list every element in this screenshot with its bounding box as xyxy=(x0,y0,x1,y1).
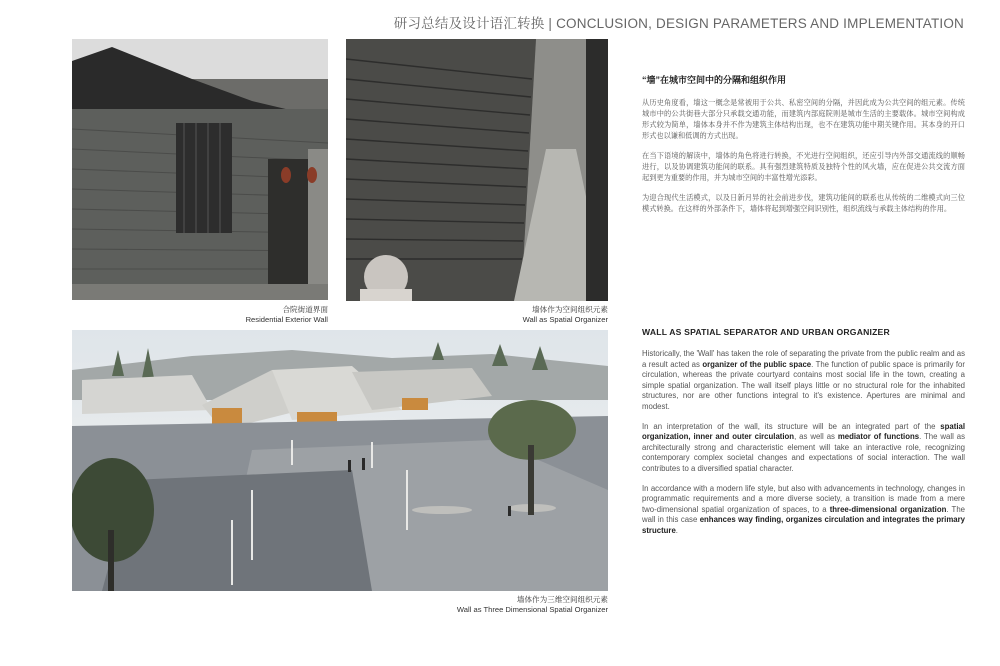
caption-en: Wall as Three Dimensional Spatial Organizer xyxy=(456,605,608,614)
caption-alley-wall xyxy=(346,305,608,325)
en-paragraph: Historically, the 'Wall' has taken the role of separating the private from the public realm and as a result acted as organizer of the public space. The function of public space is primarily for circulation, whereas the private courtyard contains most social life in the town, creating a simple spatial organization. The wall itself plays little or no structural role for the inhabited structures, nor are other functions integral to it's existence. Apertures are minimal and modest. xyxy=(642,349,965,411)
caption-3d-wall xyxy=(72,595,608,615)
caption-zh: 墙体作为空间组织元素 xyxy=(532,305,608,314)
caption-en: Wall as Spatial Organizer xyxy=(522,315,608,324)
zh-paragraph: 在当下语境的解读中，墙体的角色将进行转换，不光进行空间组织，还应引导内外部交通流线的顺畅进行，以及协调建筑功能间的联系。具有强烈建筑特质及独特个性的风火墙，应在促进公共交流方面起到更为重要的作用，并为城市空间的丰富性增光添彩。 xyxy=(642,151,965,182)
en-text-block xyxy=(642,327,965,546)
en-heading: WALL AS SPATIAL SEPARATOR AND URBAN ORGANIZER xyxy=(642,327,890,337)
en-paragraph: In accordance with a modern life style, but also with advancements in technology, changes in programmatic requirements and a more diverse society, a transition is made from a mere two-dimensional spatial organization of spaces, to a three-dimensional organization. The wall in this case enhances way finding, organizes circulation and integrates the primary structure. xyxy=(642,483,965,535)
zh-text-block xyxy=(642,73,965,223)
alley-wall-photo xyxy=(346,39,608,301)
page-title: 研习总结及设计语汇转换 | CONCLUSION, DESIGN PARAMETERS AND IMPLEMENTATION xyxy=(393,16,964,31)
caption-zh: 合院街道界面 xyxy=(282,305,328,314)
residential-wall-photo xyxy=(72,39,328,300)
three-dimensional-rendering xyxy=(72,330,608,591)
zh-heading: “墙”在城市空间中的分隔和组织作用 xyxy=(642,75,787,85)
en-paragraph: In an interpretation of the wall, its structure will be an integrated part of the spatial organization, inner and outer circulation, as well as mediator of functions. The wall as architecturally strong and characteristic element will take an interactive role, recognizing contemporary complex societal changes and expectations of social interaction. The wall contributes to a diversified spatial character. xyxy=(642,421,966,473)
zh-paragraph: 从历史角度看，墙这一概念是常被用于公共、私密空间的分隔，并因此成为公共空间的组元素。传统城市中的公共街巷大部分只承载交通功能，而建筑内部庭院则是城市生活的主要载体。城市空间构成形式较为简单，墙体本身并不作为建筑主体结构出现，也不在建筑功能中期关键作用。其本身的开口形式也以谦和低调的方式出现。 xyxy=(642,98,965,140)
caption-en: Residential Exterior Wall xyxy=(245,315,328,324)
caption-residential-wall xyxy=(72,305,328,325)
caption-zh: 墙体作为三维空间组织元素 xyxy=(516,595,608,604)
zh-paragraph: 为迎合现代生活模式，以及日新月异的社会前进步伐，建筑功能间的联系也从传统的二维模式向三位模式转换。在这样的外部条件下，墙体将起到增强空间识别性，组织流线与承载主体结构的作用。 xyxy=(642,193,965,213)
